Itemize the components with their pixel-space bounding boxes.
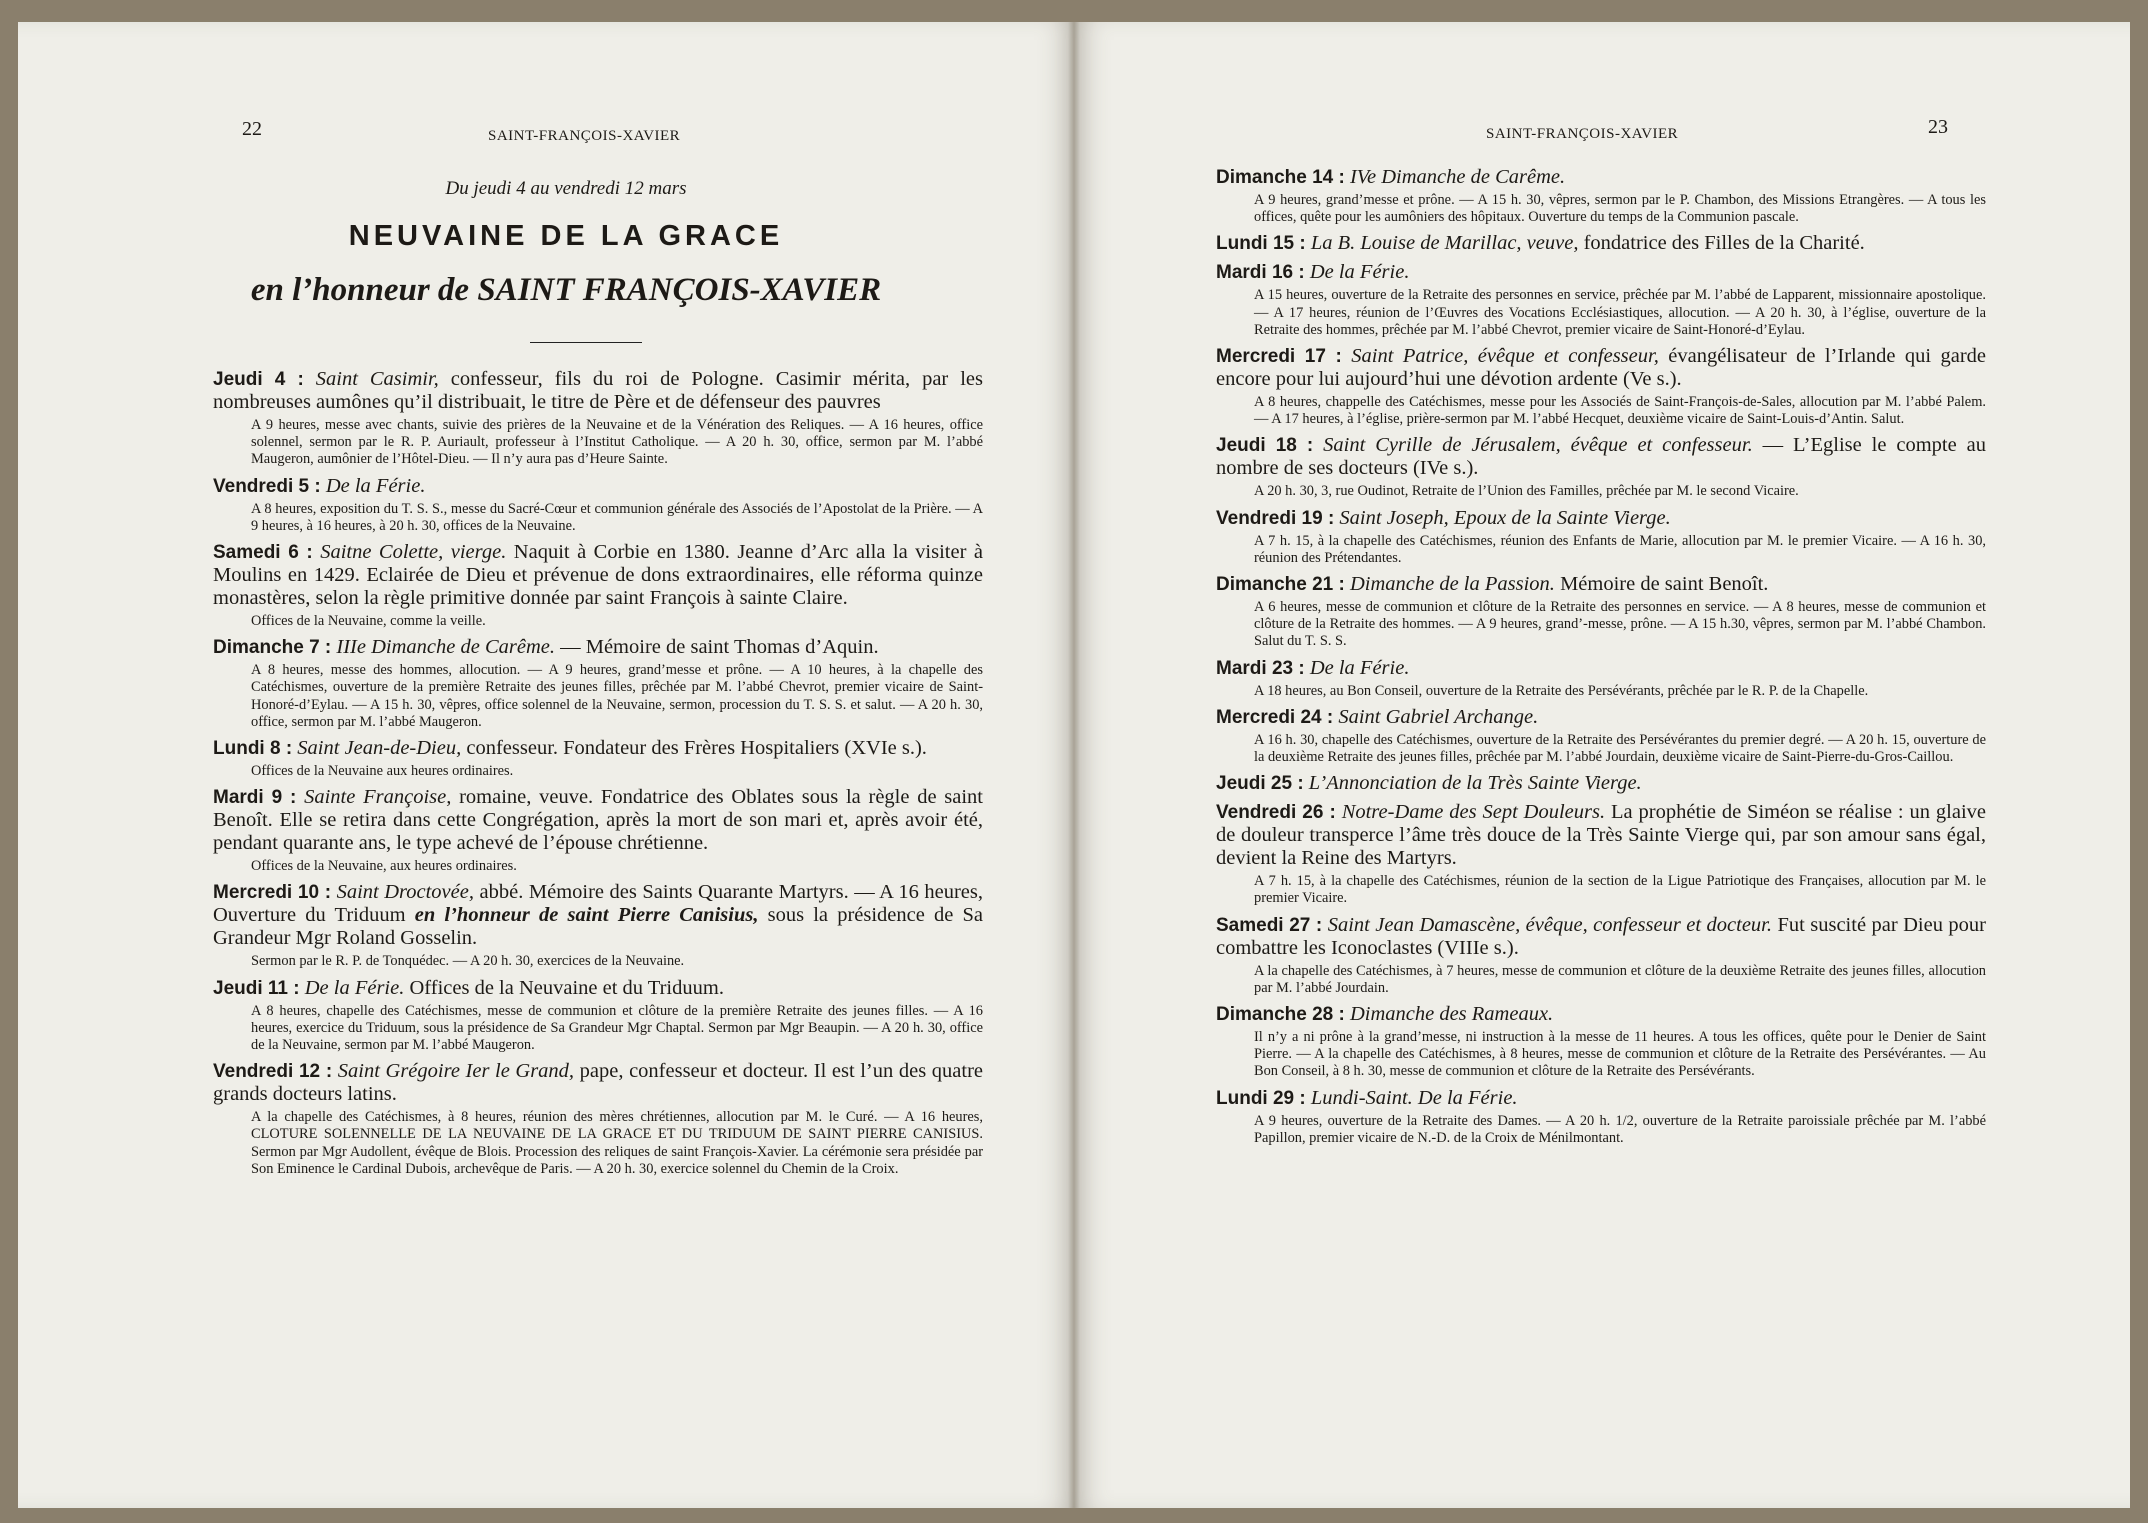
entry-title — [213, 737, 983, 760]
entry — [213, 636, 983, 731]
entry-day: Jeudi 4 : — [213, 369, 304, 390]
entry-detail: Sermon par le R. P. de Tonquédec. — A 20 h. 30, exercices de la Neuvaine. — [251, 953, 685, 970]
entry-emphasis: en l’honneur de saint Pierre Canisius, — [414, 904, 759, 927]
entry-day: Vendredi 12 : — [213, 1061, 333, 1083]
right-page — [1074, 22, 2130, 1508]
entry-text: évangélisateur de l’Irlande qui garde encore pour lui aujourd’hui une dévotion ardente (Ve s.). — [1216, 345, 1986, 391]
entry-detail: A 18 heures, au Bon Conseil, ouverture de la Retraite des Persévérants, prêchée par le R. P. de la Chapelle. — [1254, 682, 1869, 699]
entry-text: — L’Eglise le compte au nombre de ses docteurs (IVe s.). — [1216, 434, 1986, 480]
entry-text: — Mémoire de saint Thomas d’Aquin. — [554, 636, 879, 659]
entry-saint: Saint Joseph, Epoux de la Sainte Vierge. — [1339, 506, 1671, 529]
entry-detail: A 6 heures, messe de communion et clôture de la Retraite des personnes en service. — A 8 heures, messe de communion et clôture de la Retraite des hommes. — A 9 heures, grand’-messe, prône. — A 15 h.30, vêpres, sermon par M. l’abbé Chambon. Salut du T. S. S. — [1254, 599, 1986, 650]
title-divider — [530, 342, 642, 343]
entry — [213, 737, 983, 780]
entry-day: Samedi 27 : — [1216, 914, 1323, 936]
entry-text: Fut suscité par Dieu pour combattre les Iconoclastes (VIIIe s.). — [1216, 913, 1987, 959]
entry-detail: A 15 heures, ouverture de la Retraite des personnes en service, prêchée par M. l’abbé de Lapparent, missionnaire apostolique. — A 17 heures, réunion de l’Œuvres des Vocations Ecclésiastiques, allocution. — A 20 h. 30, à l’église, ouverture de la Retraite des hommes, prêchée par M. l’abbé Chevrot, premier vicaire de Saint-Honoré-d’Eylau. — [1254, 287, 1986, 338]
entry-day: Mardi 23 : — [1216, 657, 1305, 679]
entry-day: Lundi 15 : — [1216, 233, 1306, 255]
entry-detail: A 8 heures, exposition du T. S. S., messe du Sacré-Cœur et communion générale des Associés de l’Apostolat de la Prière. — A 9 heures, à 16 heures, à 20 h. 30, offices de la Neuvaine. — [251, 500, 983, 534]
entry-day: Dimanche 21 : — [1216, 574, 1345, 596]
entry-detail: A 8 heures, messe des hommes, allocution. — A 9 heures, grand’messe et prône. — A 10 heures, à la chapelle des Catéchismes, ouverture de la première Retraite des jeunes filles, prêchée par M. l’abbé Chevrot, premier vicaire de Saint-Honoré-d’Eylau. — A 15 h. 30, vêpres, office solennel de la Neuvaine, sermon, procession du T. S. S. et salut. — A 20 h. 30, office, sermon par M. l’abbé Maugeron. — [251, 662, 983, 730]
entry-detail: Il n’y a ni prône à la grand’messe, ni instruction à la messe de 11 heures. A tous les offices, quête pour le Denier de Saint Pierre. — A la chapelle des Catéchismes, à 8 heures, messe de communion et clôture de la Retraite des Persévérantes. — Au Bon Conseil, à 8 h. 30, messe de communion et clôture de la Retraite des Persévérants. — [1254, 1029, 1986, 1080]
entry-title — [1216, 1003, 1986, 1026]
entry — [1216, 772, 1986, 795]
entry-title — [213, 786, 983, 855]
entry — [213, 977, 983, 1055]
entry-title — [1216, 1087, 1986, 1110]
entry-text: fondatrice des Filles de la Charité. — [1578, 232, 1865, 255]
entry-saint: Lundi-Saint. De la Férie. — [1310, 1086, 1518, 1109]
entry-saint: IVe Dimanche de Carême. — [1349, 166, 1566, 188]
entry — [1216, 166, 1986, 226]
entry-title — [1216, 801, 1986, 870]
entry-text: La prophétie de Siméon se réalise : un glaive de douleur transperce l’âme très douce de la Très Sainte Vierge qui, par son amour sans égal, devient la Reine des Martyrs. — [1216, 801, 1986, 870]
entry-day: Mercredi 10 : — [213, 882, 332, 904]
entry-day: Vendredi 5 : — [213, 475, 321, 497]
left-page — [18, 22, 1074, 1508]
entry — [213, 1060, 983, 1178]
entry-saint: Saint Jean-de-Dieu, — [297, 737, 462, 760]
entry-title — [213, 1060, 983, 1106]
entry — [1216, 573, 1986, 651]
entry-saint: L’Annonciation de la Très Sainte Vierge. — [1308, 772, 1642, 795]
entry-title — [1216, 706, 1986, 729]
entry — [213, 881, 983, 970]
entry-text: Mémoire de saint Benoît. — [1554, 573, 1769, 596]
entry-day: Mardi 16 : — [1216, 262, 1305, 284]
entry-detail: A 9 heures, ouverture de la Retraite des Dames. — A 20 h. 1/2, ouverture de la Retraite paroissiale prêchée par M. l’abbé Papillon, premier vicaire de N.-D. de la Croix de Ménilmontant. — [1254, 1112, 1986, 1146]
entry-saint: Saint Droctovée, — [336, 881, 474, 904]
entry-saint: De la Férie. — [1309, 656, 1410, 679]
entry-day: Samedi 6 : — [213, 542, 313, 564]
entry-title — [1216, 657, 1986, 680]
entry-detail: A la chapelle des Catéchismes, à 8 heures, réunion des mères chrétiennes, allocution par M. le Curé. — A 16 heures, CLOTURE SOLENNELLE DE LA NEUVAINE DE LA GRACE ET DU TRIDUUM DE SAINT PIERRE CANISIUS. Sermon par Mgr Audollent, évêque de Blois. Procession des reliques de saint François-Xavier. La cérémonie sera présidée par Son Eminence le Cardinal Dubois, archevêque de Paris. — A 20 h. 30, exercice solennel du Chemin de la Croix. — [251, 1109, 983, 1177]
gutter-fold — [1068, 22, 1080, 1508]
entry-day: Lundi 8 : — [213, 738, 293, 760]
entry-saint: IIIe Dimanche de Carême. — [336, 636, 555, 659]
entry — [213, 475, 983, 535]
entry-saint: Saint Grégoire Ier le Grand, — [337, 1060, 575, 1083]
entry — [213, 368, 983, 469]
running-head-left: SAINT-FRANÇOIS-XAVIER — [488, 128, 681, 144]
entry-day: Dimanche 28 : — [1216, 1004, 1345, 1026]
entry — [1216, 914, 1986, 997]
entry-day: Mardi 9 : — [213, 787, 297, 809]
entry-saint: Sainte Françoise, — [304, 786, 452, 809]
entry-saint: Saitne Colette, vierge. — [320, 541, 507, 564]
entry-detail: A 7 h. 15, à la chapelle des Catéchismes, réunion des Enfants de Marie, allocution par M. le premier Vicaire. — A 16 h. 30, réunion des Prétendantes. — [1254, 532, 1986, 566]
entry-day: Dimanche 7 : — [213, 637, 332, 659]
entry — [1216, 1087, 1986, 1147]
right-entries — [1216, 166, 1986, 1153]
entry-day: Vendredi 26 : — [1216, 802, 1336, 824]
entry — [1216, 657, 1986, 700]
entry-text: Naquit à Corbie en 1380. Jeanne d’Arc alla la visiter à Moulins en 1429. Eclairée de Dieu et prévenue de dons extraordinaires, elle réforma quinze monastères, selon la règle primitive donnée par saint François à sainte Claire. — [213, 541, 983, 610]
entry-detail: A 16 h. 30, chapelle des Catéchismes, ouverture de la Retraite des Persévérantes du premier degré. — A 20 h. 15, ouverture de la deuxième Retraite des jeunes filles, prêchée par M. l’abbé Jourdain, deuxième vicaire de Saint-Pierre-du-Gros-Caillou. — [1254, 731, 1986, 766]
left-entries — [213, 368, 983, 1184]
entry-title — [1216, 232, 1986, 255]
entry-text: confesseur. Fondateur des Frères Hospitaliers (XVIe s.). — [461, 737, 927, 760]
entry — [1216, 706, 1986, 766]
entry-saint: Saint Jean Damascène, évêque, confesseur et docteur. — [1327, 913, 1772, 936]
entry-saint: Saint Patrice, évêque et confesseur, — [1351, 345, 1659, 368]
entry-day: Dimanche 14 : — [1216, 167, 1345, 188]
entry-day: Jeudi 18 : — [1216, 435, 1314, 457]
entry-title — [213, 636, 983, 659]
page-number-right: 23 — [1928, 116, 1948, 138]
entry-title — [1216, 914, 1986, 960]
entry-day: Mercredi 17 : — [1216, 346, 1342, 368]
entry-day: Mercredi 24 : — [1216, 706, 1334, 728]
entry-title — [213, 977, 983, 1000]
entry-saint: Notre-Dame des Sept Douleurs. — [1341, 801, 1606, 824]
entry-detail: A 7 h. 15, à la chapelle des Catéchismes, réunion de la section de la Ligue Patriotique des Françaises, allocution par M. le premier Vicaire. — [1254, 873, 1986, 907]
entry-saint: Dimanche des Rameaux. — [1349, 1003, 1554, 1026]
entry-detail: A 8 heures, chappelle des Catéchismes, messe pour les Associés de Saint-François-de-Sales, allocution par M. l’abbé Palem. — A 17 heures, à l’église, prière-sermon par M. l’abbé Hecquet, deuxième vicaire de Saint-Louis-d’Antin. Salut. — [1254, 394, 1986, 428]
entry-detail: A 9 heures, messe avec chants, suivie des prières de la Neuvaine et de la Vénération des Reliques. — A 16 heures, office solennel, sermon par le R. P. Auriault, professeur à l’Institut Catholique. — A 20 h. 30, office, sermon par M. l’abbé Maugeron, aumônier de l’Hôtel-Dieu. — Il n’y aura pas d’Heure Sainte. — [251, 417, 983, 468]
entry-title — [1216, 772, 1986, 795]
entry-saint: De la Férie. — [1309, 261, 1410, 284]
entry-day: Jeudi 11 : — [213, 977, 300, 999]
entry-text: Offices de la Neuvaine et du Triduum. — [404, 976, 724, 999]
entry-title — [1216, 573, 1986, 596]
entry-day: Vendredi 19 : — [1216, 507, 1335, 529]
entry-detail: Offices de la Neuvaine, comme la veille. — [251, 613, 486, 630]
entry-saint: Saint Cyrille de Jérusalem, évêque et confesseur. — [1323, 434, 1753, 457]
entry-saint: De la Férie. — [325, 474, 426, 497]
running-head-right: SAINT-FRANÇOIS-XAVIER — [1486, 126, 1679, 142]
title-neuvaine: NEUVAINE DE LA GRACE — [348, 220, 784, 252]
entry-title — [1216, 507, 1986, 530]
entry-text: confesseur, fils du roi de Pologne. Casimir mérita, par les nombreuses aumônes qu’il distribuait, le titre de Père et de défenseur des pauvres — [213, 368, 983, 413]
entry — [213, 541, 983, 630]
entry-saint: Saint Casimir, — [315, 368, 439, 390]
entry-title — [1216, 434, 1986, 480]
entry-title — [213, 881, 983, 950]
booklet-spread — [18, 22, 2130, 1508]
page-number-left: 22 — [242, 118, 262, 140]
entry — [213, 786, 983, 875]
entry-detail: A la chapelle des Catéchismes, à 7 heures, messe de communion et clôture de la deuxième Retraite des jeunes filles, allocution par M. l’abbé Jourdain. — [1254, 962, 1986, 996]
entry — [1216, 1003, 1986, 1081]
entry-title — [1216, 261, 1986, 284]
entry-detail: Offices de la Neuvaine aux heures ordinaires. — [251, 763, 514, 780]
entry-detail: A 8 heures, chapelle des Catéchismes, messe de communion et clôture de la première Retraite des jeunes filles. — A 16 heures, exercice du Triduum, sous la présidence de Sa Grandeur Mgr Chaptal. Sermon par Mgr Beaupin. — A 20 h. 30, office de la Neuvaine, sermon par M. l’abbé Maugeron. — [251, 1002, 983, 1054]
intro-dates: Du jeudi 4 au vendredi 12 mars — [445, 178, 687, 199]
entry-text-continued: sous la présidence de Sa Grandeur Mgr Roland Gosselin. — [213, 904, 984, 950]
entry-text: romaine, veuve. Fondatrice des Oblates sous la règle de saint Benoît. Elle se retira dans cette Congrégation, après la mort de son mari et, après avoir été, pendant quarante ans, le type achevé de l’épouse chrétienne. — [213, 786, 984, 855]
entry — [1216, 232, 1986, 255]
entry-saint: Saint Gabriel Archange. — [1338, 705, 1539, 728]
entry — [1216, 434, 1986, 500]
entry-day: Jeudi 25 : — [1216, 773, 1304, 795]
title-honneur: en l’honneur de SAINT FRANÇOIS-XAVIER — [250, 272, 882, 308]
entry — [1216, 261, 1986, 339]
entry — [1216, 507, 1986, 567]
entry-saint: La B. Louise de Marillac, veuve, — [1310, 232, 1579, 255]
entry-text: abbé. Mémoire des Saints Quarante Martyrs. — A 16 heures, Ouverture du Triduum — [213, 881, 983, 927]
entry — [1216, 345, 1986, 428]
entry-title — [213, 541, 983, 610]
entry-detail: Offices de la Neuvaine, aux heures ordinaires. — [251, 858, 517, 875]
entry-title — [1216, 166, 1986, 189]
entry-title — [213, 475, 983, 498]
entry-detail: A 9 heures, grand’messe et prône. — A 15 h. 30, vêpres, sermon par le P. Chambon, des Missions Etrangères. — A tous les offices, quête pour les aumôniers des hôpitaux. Ouverture du temps de la Communion pascale. — [1254, 192, 1986, 226]
entry-title — [213, 368, 983, 414]
entry-saint: De la Férie. — [304, 976, 405, 999]
entry-day: Lundi 29 : — [1216, 1087, 1306, 1109]
entry — [1216, 801, 1986, 907]
entry-text: pape, confesseur et docteur. Il est l’un des quatre grands docteurs latins. — [213, 1060, 983, 1106]
entry-title — [1216, 345, 1986, 391]
entry-saint: Dimanche de la Passion. — [1349, 573, 1555, 596]
entry-detail: A 20 h. 30, 3, rue Oudinot, Retraite de l’Union des Familles, prêchée par M. le second Vicaire. — [1254, 483, 1799, 500]
